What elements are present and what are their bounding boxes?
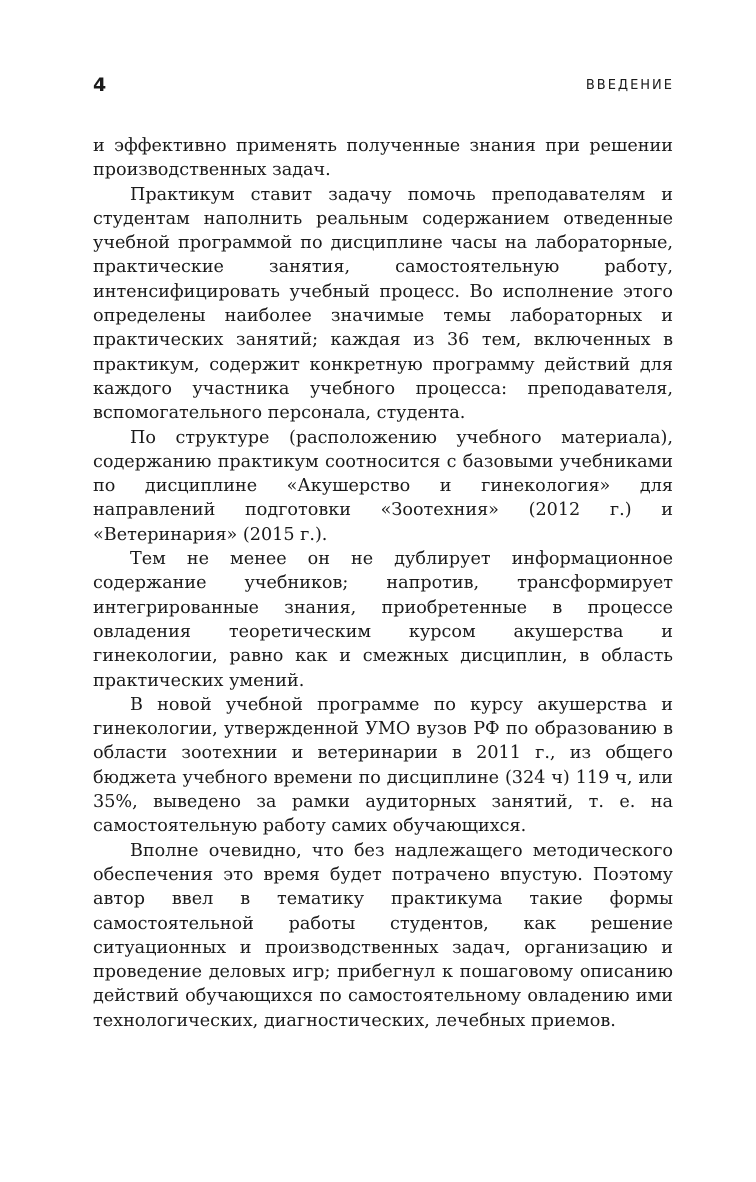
- paragraph: В новой учебной программе по курсу акушерства и гинекологии, утвержденной УМО вузов РФ по образованию в области зоотехнии и ветеринарии в 2011 г., из общего бюджета учебного времени по дисциплине (324 ч) 119 ч, или 35%, выведено за рамки аудиторных занятий, т. е. на самостоятельную работу самих обучающихся.: [93, 694, 673, 837]
- page-number: 4: [93, 74, 107, 96]
- paragraph-continuation: и эффективно применять полученные знания при решении производственных задач.: [93, 136, 673, 181]
- paragraph: Вполне очевидно, что без надлежащего методического обеспечения это время будет потрачено впустую. Поэтому автор ввел в тематику практикума такие формы самостоятельной работы студентов, как решение ситуационных и производственных задач, организацию и проведение деловых игр; прибегнул к пошаговому описанию действий обучающихся по самостоятельному овладению ими технологических, диагностических, лечебных приемов.: [93, 840, 673, 1031]
- page-header: [93, 70, 674, 100]
- body-text: [93, 134, 673, 1033]
- paragraph: Тем не менее он не дублирует информационное содержание учебников; напротив, трансформирует интегрированные знания, приобретенные в процессе овладения теоретическим курсом акушерства и гинекологии, равно как и смежных дисциплин, в область практических умений.: [93, 549, 673, 691]
- paragraph: По структуре (расположению учебного материала), содержанию практикум соотносится с базовыми учебниками по дисциплине «Акушерство и гинекология» для направлений подготовки «Зоотехния» (2012 г.) и «Ветеринария» (2015 г.).: [93, 427, 673, 545]
- running-title: ВВЕДЕНИЕ: [585, 77, 674, 93]
- paragraph: Практикум ставит задачу помочь преподавателям и студентам наполнить реальным содержанием отведенные учебной программой по дисциплине часы на лабораторные, практические занятия, самостоятельную работу, интенсифицировать учебный процесс. Во исполнение этого определены наиболее значимые темы лабораторных и практических занятий; каждая из 36 тем, включенных в практикум, содержит конкретную программу действий для каждого участника учебного процесса: преподавателя, вспомогательного персонала, студента.: [93, 184, 673, 424]
